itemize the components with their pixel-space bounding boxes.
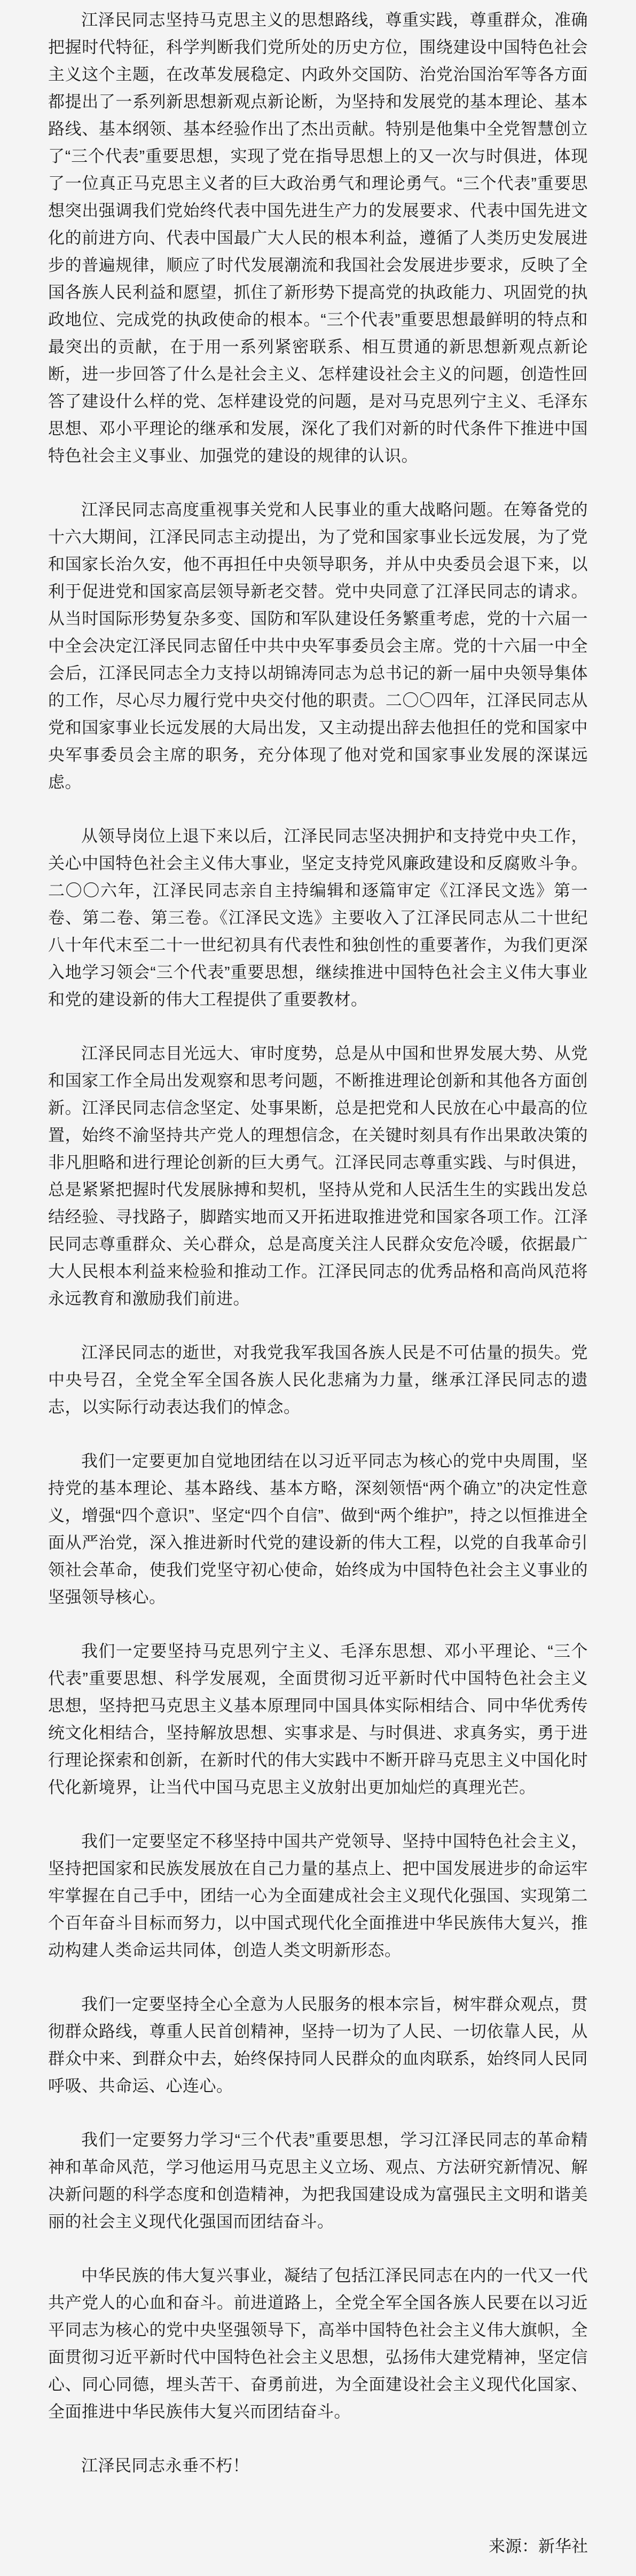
paragraph-3: 从领导岗位上退下来以后，江泽民同志坚决拥护和支持党中央工作，关心中国特色社会主义伟大事业，坚定支持党风廉政建设和反腐败斗争。二〇〇六年，江泽民同志亲自主持编辑和逐篇审定《江泽民文选》第一卷、第二卷、第三卷。《江泽民文选》主要收入了江泽民同志从二十世纪八十年代末至二十一世纪初具有代表性和独创性的重要著作，为我们更深入地学习领会“三个代表”重要思想，继续推进中国特色社会主义伟大事业和党的建设新的伟大工程提供了重要教材。 [48,827,588,1009]
source-attribution: 来源：新华社 [489,2537,588,2556]
paragraph-6: 我们一定要更加自觉地团结在以习近平同志为核心的党中央周围，坚持党的基本理论、基本路线、基本方略，深刻领悟“两个确立”的决定性意义，增强“四个意识”、坚定“四个自信”、做到“两个维护”，持之以恒推进全面从严治党，深入推进新时代党的建设新的伟大工程，以党的自我革命引领社会革命，使我们党坚守初心使命，始终成为中国特色社会主义事业的坚强领导核心。 [48,1452,588,1607]
paragraph-9: 我们一定要坚持全心全意为人民服务的根本宗旨，树牢群众观点，贯彻群众路线，尊重人民首创精神，坚持一切为了人民、一切依靠人民，从群众中来、到群众中去，始终保持同人民群众的血肉联系，始终同人民同呼吸、共命运、心连心。 [48,1995,588,2095]
paragraph-2: 江泽民同志高度重视事关党和人民事业的重大战略问题。在筹备党的十六大期间，江泽民同志主动提出，为了党和国家事业长远发展，为了党和国家长治久安，他不再担任中央领导职务，并从中央委员会退下来，以利于促进党和国家高层领导新老交替。党中央同意了江泽民同志的请求。从当时国际形势复杂多变、国防和军队建设任务繁重考虑，党的十六届一中全会决定江泽民同志留任中共中央军事委员会主席。党的十六届一中全会后，江泽民同志全力支持以胡锦涛同志为总书记的新一届中央领导集体的工作，尽心尽力履行党中央交付他的职责。二〇〇四年，江泽民同志从党和国家事业长远发展的大局出发，又主动提出辞去他担任的党和国家中央军事委员会主席的职务，充分体现了他对党和国家事业发展的深谋远虑。 [48,500,588,792]
article-body [48,6,588,2560]
paragraph-12-eternal-glory: 江泽民同志永垂不朽！ [81,2456,249,2475]
paragraph-4: 江泽民同志目光远大、审时度势，总是从中国和世界发展大势、从党和国家工作全局出发观察和思考问题，不断推进理论创新和其他各方面创新。江泽民同志信念坚定、处事果断，总是把党和人民放在心中最高的位置，始终不渝坚持共产党人的理想信念，在关键时刻具有作出果敢决策的非凡胆略和进行理论创新的巨大勇气。江泽民同志尊重实践、与时俱进，总是紧紧把握时代发展脉搏和契机，坚持从党和人民活生生的实践出发总结经验、寻找路子，脚踏实地而又开拓进取推进党和国家各项工作。江泽民同志尊重群众、关心群众，总是高度关注人民群众安危冷暖，依据最广大人民根本利益来检验和推动工作。江泽民同志的优秀品格和高尚风范将永远教育和激励我们前进。 [48,1044,588,1308]
paragraph-1: 江泽民同志坚持马克思主义的思想路线，尊重实践，尊重群众，准确把握时代特征，科学判断我们党所处的历史方位，围绕建设中国特色社会主义这个主题，在改革发展稳定、内政外交国防、治党治国治军等各方面都提出了一系列新思想新观点新论断，为坚持和发展党的基本理论、基本路线、基本纲领、基本经验作出了杰出贡献。特别是他集中全党智慧创立了“三个代表”重要思想，实现了党在指导思想上的又一次与时俱进，体现了一位真正马克思主义者的巨大政治勇气和理论勇气。“三个代表”重要思想突出强调我们党始终代表中国先进生产力的发展要求、代表中国先进文化的前进方向、代表中国最广大人民的根本利益，遵循了人类历史发展进步的普遍规律，顺应了时代发展潮流和我国社会发展进步要求，反映了全国各族人民利益和愿望，抓住了新形势下提高党的执政能力、巩固党的执政地位、完成党的执政使命的根本。“三个代表”重要思想最鲜明的特点和最突出的贡献，在于用一系列紧密联系、相互贯通的新思想新观点新论断，进一步回答了什么是社会主义、怎样建设社会主义的问题，创造性回答了建设什么样的党、怎样建设党的问题，是对马克思列宁主义、毛泽东思想、邓小平理论的继承和发展，深化了我们对新的时代条件下推进中国特色社会主义事业、加强党的建设的规律的认识。 [48,11,588,465]
paragraph-7: 我们一定要坚持马克思列宁主义、毛泽东思想、邓小平理论、“三个代表”重要思想、科学发展观，全面贯彻习近平新时代中国特色社会主义思想，坚持把马克思主义基本原理同中国具体实际相结合、同中华优秀传统文化相结合，坚持解放思想、实事求是、与时俱进、求真务实，勇于进行理论探索和创新，在新时代的伟大实践中不断开辟马克思主义中国化时代化新境界，让当代中国马克思主义放射出更加灿烂的真理光芒。 [48,1642,588,1797]
paragraph-11: 中华民族的伟大复兴事业，凝结了包括江泽民同志在内的一代又一代共产党人的心血和奋斗。前进道路上，全党全军全国各族人民要在以习近平同志为核心的党中央坚强领导下，高举中国特色社会主义伟大旗帜，全面贯彻习近平新时代中国特色社会主义思想，弘扬伟大建党精神，坚定信心、同心同德，埋头苦干、奋勇前进，为全面建设社会主义现代化国家、全面推进中华民族伟大复兴而团结奋斗。 [48,2266,588,2421]
paragraph-5: 江泽民同志的逝世，对我党我军我国各族人民是不可估量的损失。党中央号召，全党全军全国各族人民化悲痛为力量，继承江泽民同志的遗志，以实际行动表达我们的悼念。 [48,1343,588,1416]
paragraph-8: 我们一定要坚定不移坚持中国共产党领导、坚持中国特色社会主义，坚持把国家和民族发展放在自己力量的基点上、把中国发展进步的命运牢牢掌握在自己手中，团结一心为全面建成社会主义现代化强国、实现第二个百年奋斗目标而努力，以中国式现代化全面推进中华民族伟大复兴，推动构建人类命运共同体，创造人类文明新形态。 [48,1832,588,1960]
paragraph-10: 我们一定要努力学习“三个代表”重要思想，学习江泽民同志的革命精神和革命风范，学习他运用马克思主义立场、观点、方法研究新情况、解决新问题的科学态度和创造精神，为把我国建设成为富强民主文明和谐美丽的社会主义现代化强国而团结奋斗。 [48,2131,588,2231]
